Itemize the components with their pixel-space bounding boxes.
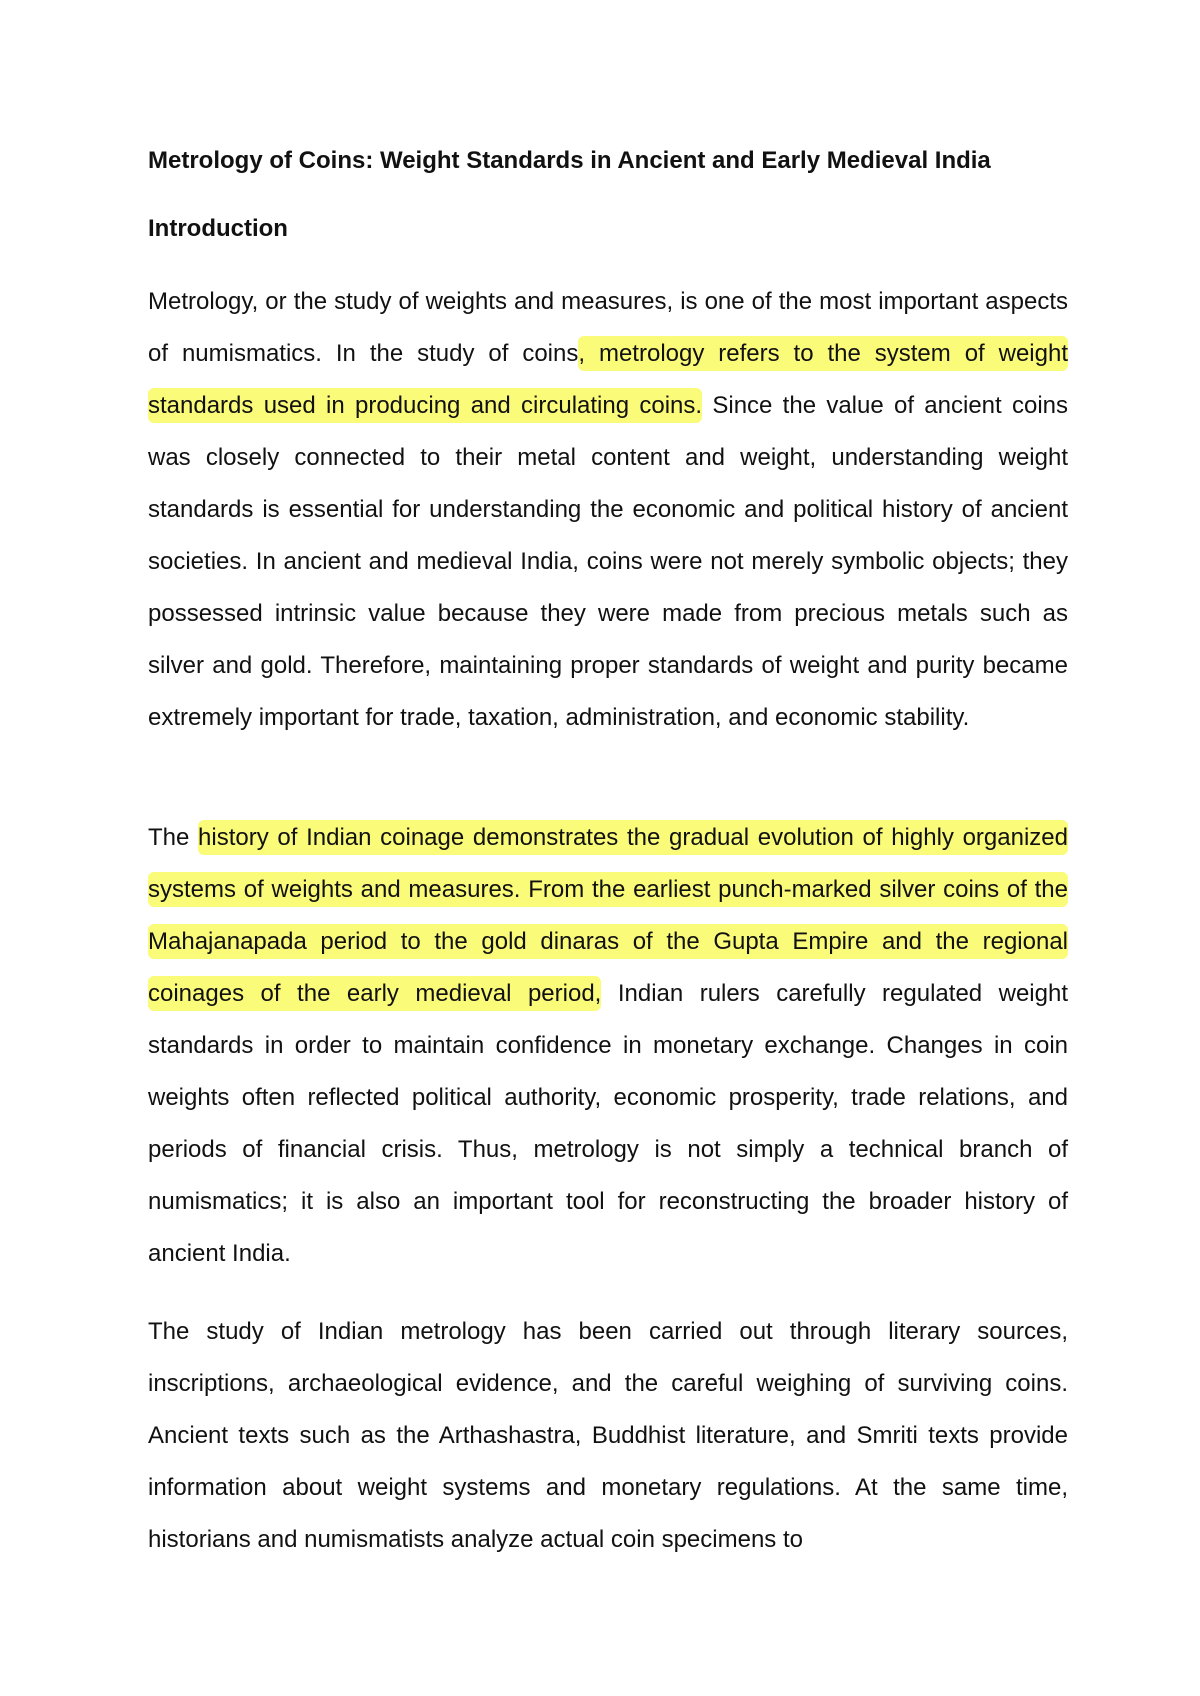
section-heading-introduction: Introduction [148,215,288,242]
highlighted-text-1: , metrology refers to the system of weight standards used in producing and circulating coins. [148,336,1068,423]
paragraph-2 [148,812,1068,1280]
document-title: Metrology of Coins: Weight Standards in Ancient and Early Medieval India [148,147,991,174]
paragraph-2-text-end: Indian rulers carefully regulated weight standards in order to maintain confidence in monetary exchange. Changes in coin weights often reflected political authority, economic prosperity, trade relations, and periods of financial crisis. Thus, metrology is not simply a technical branch of numismatics; it is also an important tool for reconstructing the broader history of ancient India. [148,980,1069,1267]
paragraph-3 [148,1306,1068,1566]
paragraph-1 [148,276,1068,744]
paragraph-1-text-start: Metrology, or the study of weights and measures, is one of the most important aspects of numismatics. In the study of coins [148,288,1068,367]
highlighted-text-2: history of Indian coinage demonstrates the gradual evolution of highly organized systems of weights and measures. From the earliest punch-marked silver coins of the Mahajanapada period to the gold dinaras of the Gupta Empire and the regional coinages of the early medieval period, [148,820,1068,1011]
paragraph-3-text: The study of Indian metrology has been carried out through literary sources, inscriptions, archaeological evidence, and the careful weighing of surviving coins. Ancient texts such as the Arthashastra, Buddhist literature, and Smriti texts provide information about weight systems and monetary regulations. At the same time, historians and numismatists analyze actual coin specimens to [148,1318,1068,1553]
paragraph-2-text-start: The [148,824,199,851]
paragraph-1-text-end: Since the value of ancient coins was closely connected to their metal content and weight, understanding weight standards is essential for understanding the economic and political history of ancient societies. In ancient and medieval India, coins were not merely symbolic objects; they possessed intrinsic value because they were made from precious metals such as silver and gold. Therefore, maintaining proper standards of weight and purity became extremely important for trade, taxation, administration, and economic stability. [148,392,1069,731]
